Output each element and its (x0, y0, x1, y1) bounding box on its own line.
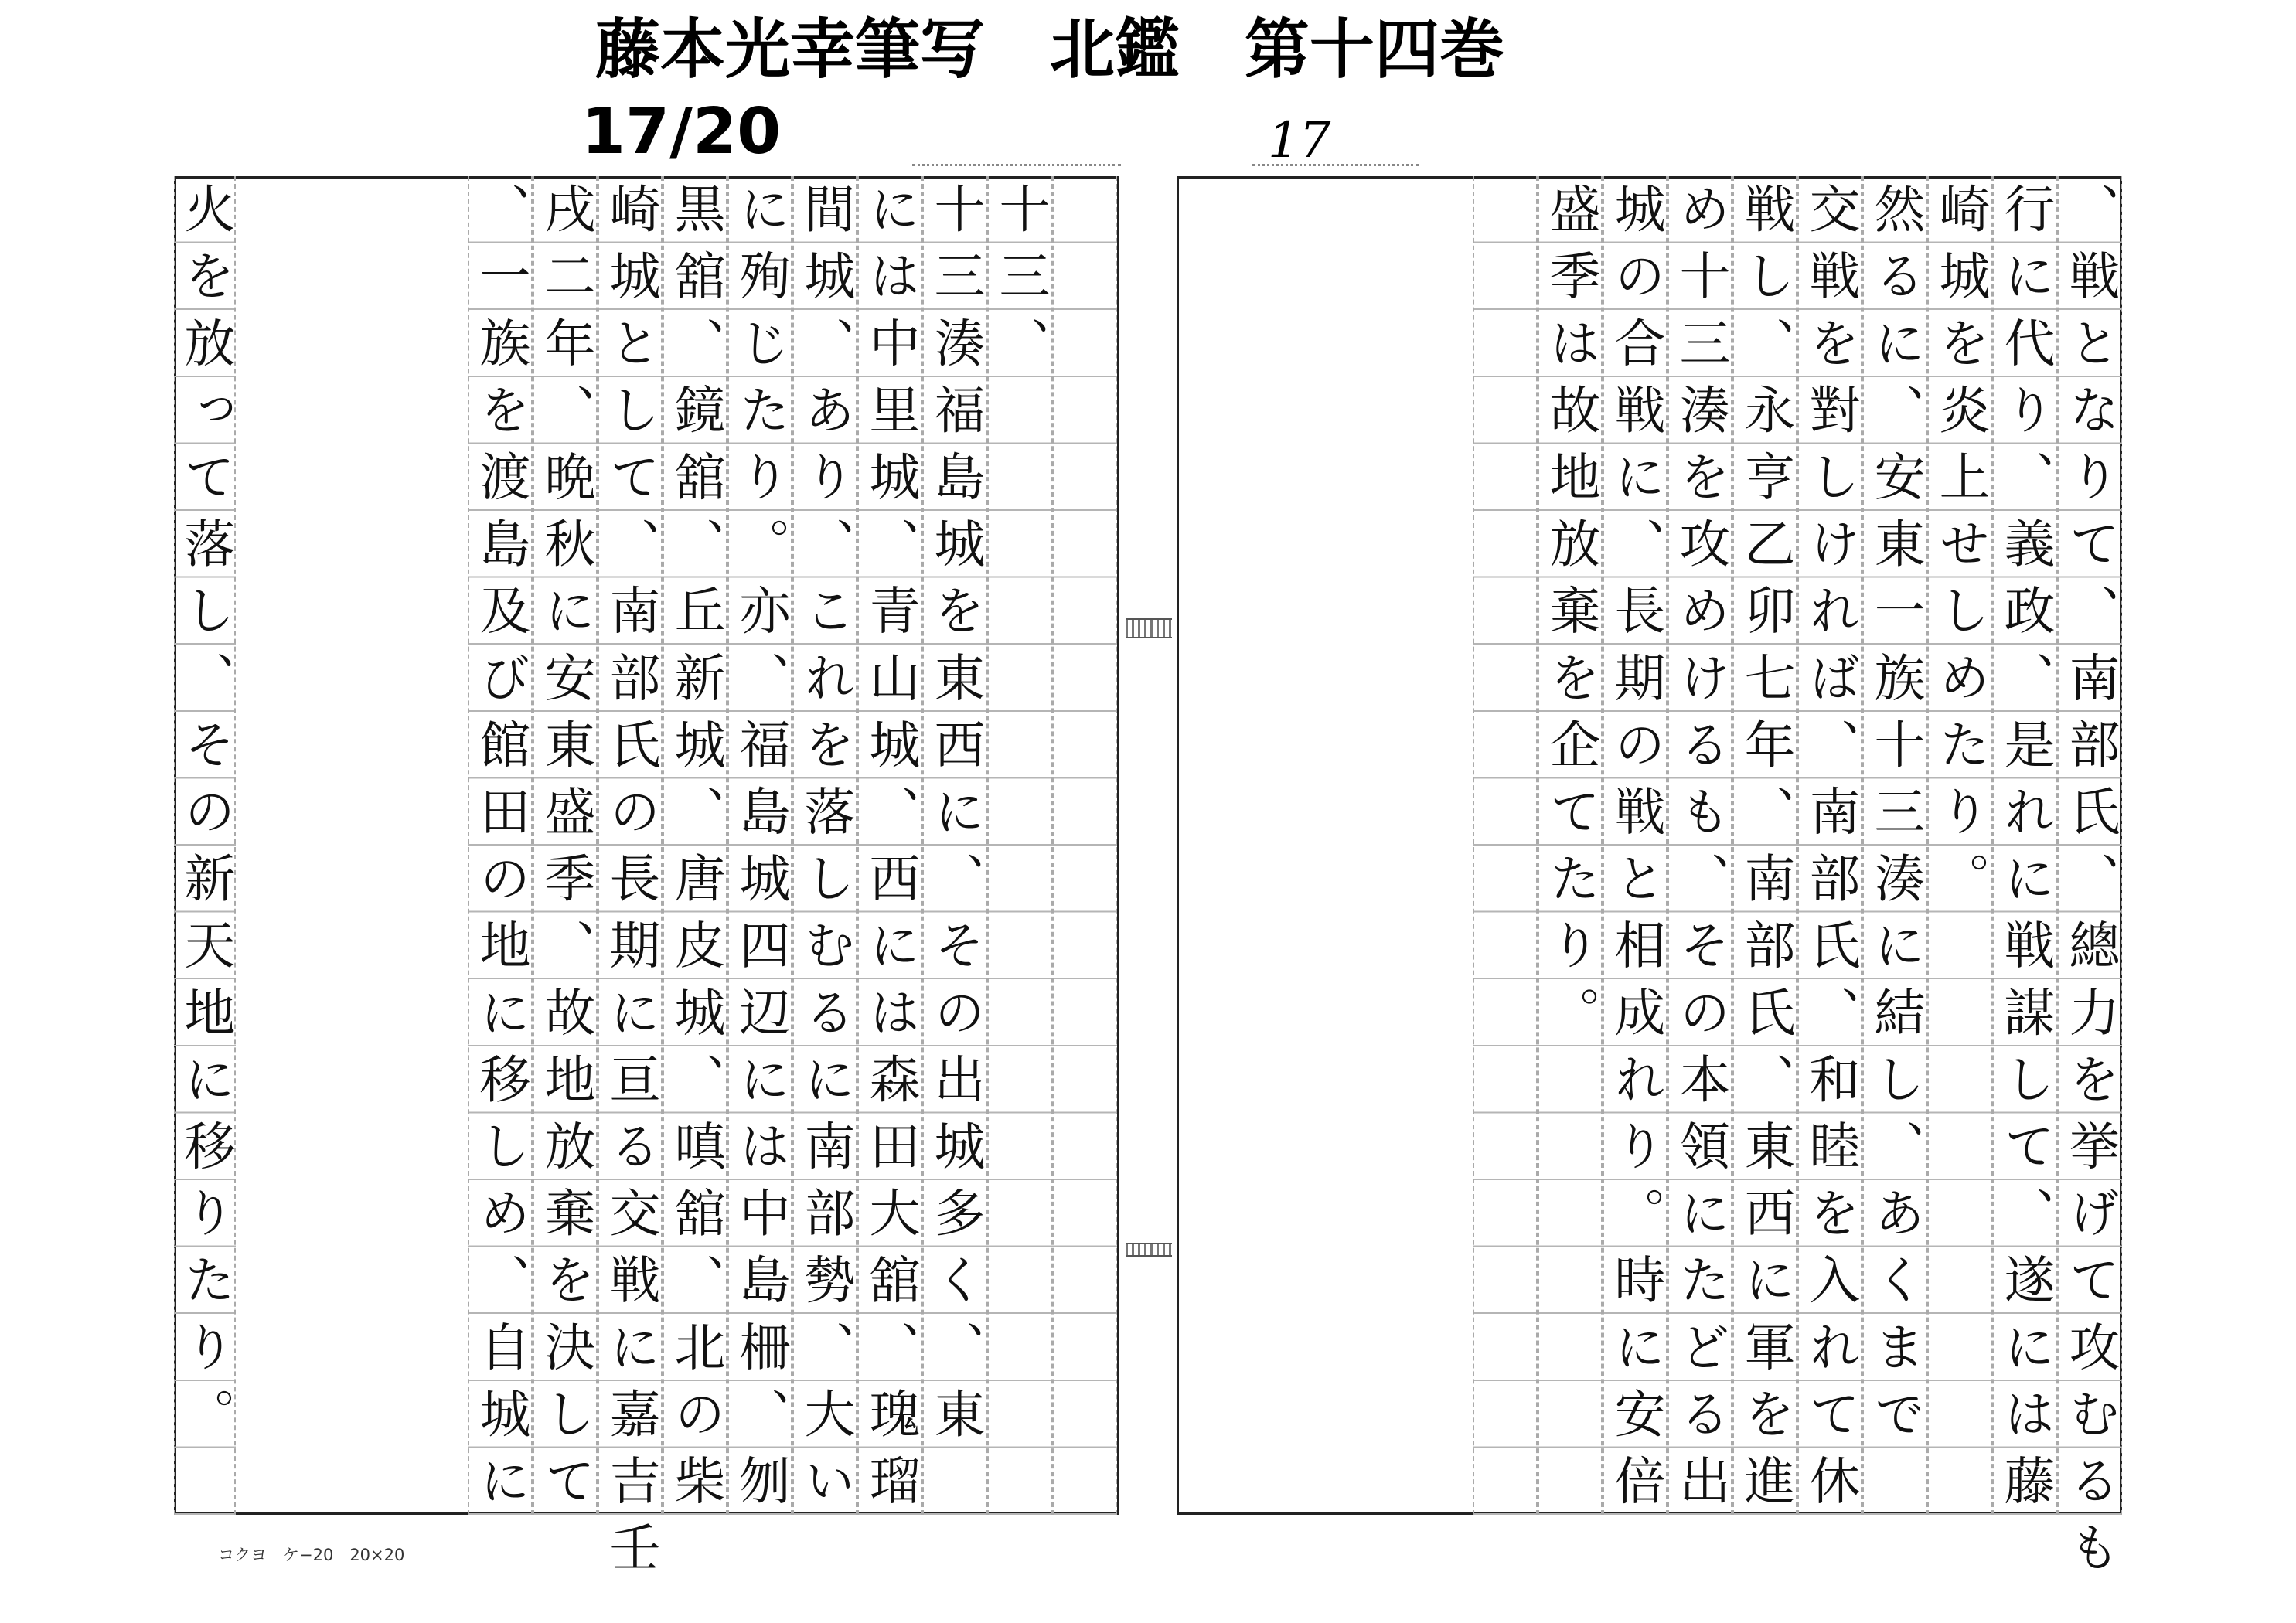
manuscript-column (1603, 176, 1667, 1521)
column-text: 交戦を對しければ、南部氏、和睦を入れて休 (1800, 182, 1860, 1521)
manuscript-column (727, 176, 792, 1521)
manuscript-column (922, 176, 987, 1515)
column-text: 間城、あり、これを落しむるに南部勢、大い (795, 182, 855, 1521)
manuscript-column (1052, 176, 1117, 1515)
column-text: 、戦となりて、南部氏、總力を挙げて攻むるも (2060, 182, 2120, 1588)
center-gutter (1117, 176, 1179, 1515)
column-text: 、一族を渡島及び館田の地に移しめ、自城に (471, 182, 530, 1521)
column-text: 盛季は故地放棄を企てたり。 (1541, 182, 1600, 1053)
manuscript-column (1473, 176, 1538, 1515)
column-text: 然るに、安東一族十三湊に結し、あくまで (1865, 182, 1925, 1455)
dotted-rule-left (912, 164, 1121, 166)
manuscript-column (663, 176, 727, 1521)
column-text: 戌二年、晩秋に安東盛季、故地放棄を決して (536, 182, 595, 1521)
manuscript-column (1667, 176, 1732, 1521)
column-text: には中里城、青山城、西には森田大舘、瑰瑠 (860, 182, 920, 1521)
column-text: に殉じたり。亦、福島城四辺には中島柵、刎 (731, 182, 790, 1521)
manuscript-column (2057, 176, 2122, 1588)
column-text: 十三、 (990, 182, 1050, 383)
manuscript-column (598, 176, 663, 1588)
manuscript-column (1862, 176, 1927, 1515)
column-text: 火を放って落し、その新天地に移りたり。 (175, 182, 235, 1455)
binding-mark (1126, 618, 1172, 638)
manuscript-column (1732, 176, 1797, 1521)
document-title: 藤本光幸筆写 北鑑 第十四巻 (595, 12, 1505, 87)
binding-mark (1126, 1243, 1172, 1257)
page-counter: 17/20 (581, 95, 782, 168)
column-text: 戦し、永亨乙卯七年、南部氏、東西に軍を進 (1736, 182, 1795, 1521)
column-text: 崎城として、南部氏の長期に亘る交戦に嘉吉壬 (601, 182, 660, 1588)
column-text: 十三湊福島城を東西に、その出城多く、東 (925, 182, 985, 1455)
manuscript-column (1927, 176, 1992, 1515)
manuscript-column (792, 176, 857, 1521)
column-text: め十三湊を攻めけるも、その本領にたどる出 (1671, 182, 1730, 1521)
paper-label: コクヨ ケ−20 20×20 (218, 1546, 405, 1564)
manuscript-column (1992, 176, 2057, 1521)
column-text: 黒舘、鏡舘、丘新城、唐皮城、嗔舘、北の柴 (666, 182, 725, 1521)
manuscript-column (1538, 176, 1603, 1515)
manuscript-column (1797, 176, 1862, 1521)
manuscript-column (987, 176, 1052, 1515)
handwritten-page-number: 17 (1268, 112, 1331, 169)
column-text: 行に代り、義政、是れに戦謀して、遂には藤 (1995, 182, 2055, 1521)
manuscript-column (174, 176, 236, 1515)
dotted-rule-right (1252, 164, 1419, 166)
column-text: 崎城を炎上せしめたり。 (1930, 182, 1990, 919)
manuscript-column (468, 176, 533, 1521)
manuscript-column (533, 176, 598, 1521)
manuscript-column (857, 176, 922, 1521)
column-text: 城の合戦に、長期の戦と相成れり。時に安倍 (1606, 182, 1665, 1521)
